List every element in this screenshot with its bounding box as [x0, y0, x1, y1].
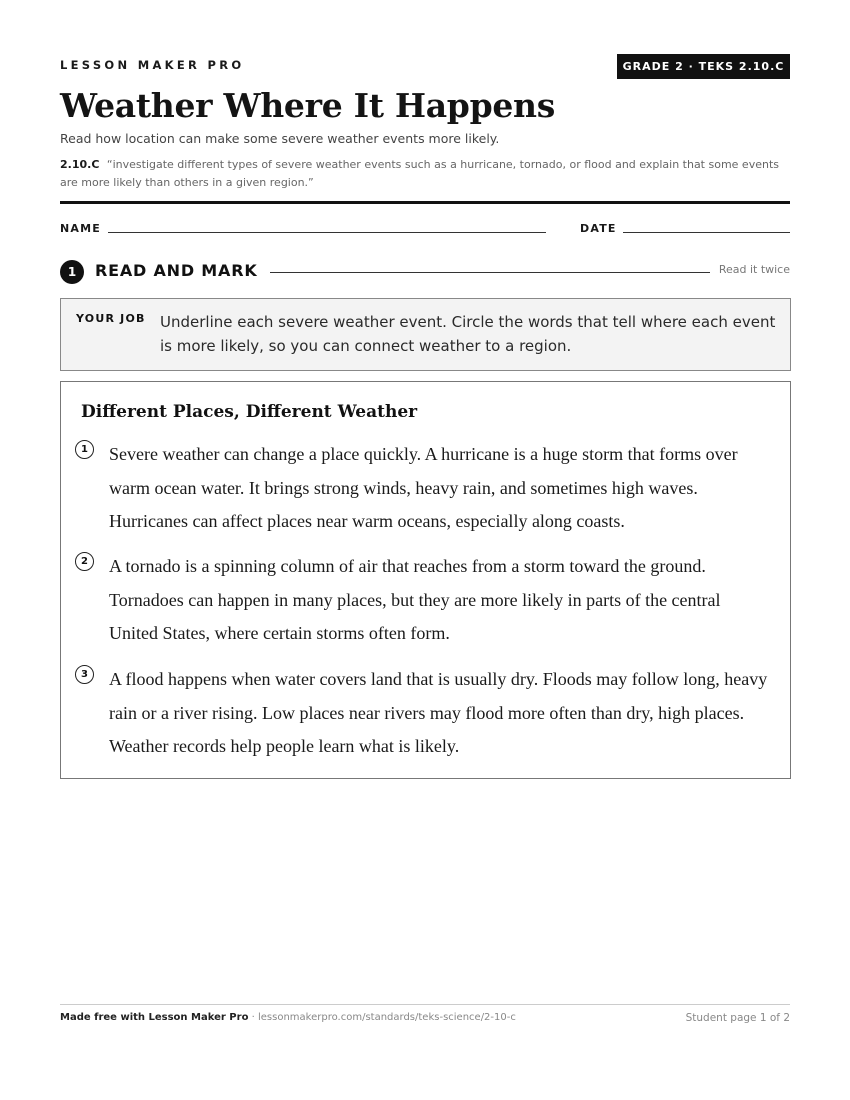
paragraph-text[interactable]: A tornado is a spinning column of air that reaches from a storm toward the ground. Tornadoes can happen in many places, but they are more likely in parts of the central United States, where certain storms often form.: [109, 556, 721, 643]
standard-code: 2.10.C: [60, 158, 100, 171]
section-number-badge: 1: [60, 260, 84, 284]
name-label: NAME: [60, 222, 101, 235]
standard-description: [60, 156, 780, 192]
date-field[interactable]: [623, 232, 790, 233]
section-hint: Read it twice: [718, 263, 790, 276]
name-field[interactable]: [108, 232, 546, 233]
footer-url[interactable]: lessonmakerpro.com/standards/teks-science/2-10-c: [257, 1012, 516, 1023]
date-label: DATE: [580, 222, 617, 235]
passage-title: Different Places, Different Weather: [81, 402, 418, 422]
paragraph-number: 2: [75, 552, 94, 571]
brand-name: LESSON MAKER PRO: [60, 58, 245, 72]
footer-separator: ·: [248, 1012, 258, 1023]
reading-passage: [60, 381, 791, 779]
standard-text: “investigate different types of severe weather events such as a hurricane, tornado, or flood and explain that some events are more likely than others in a given region.”: [60, 158, 779, 189]
footer-made-by: Made free with Lesson Maker Pro: [60, 1012, 249, 1023]
footer-credit: [60, 1012, 516, 1023]
instructions-text: Underline each severe weather event. Circle the words that tell where each event is more likely, so you can connect weather to a region.: [160, 313, 776, 355]
page-title: Weather Where It Happens: [60, 86, 556, 125]
paragraph-number: 3: [75, 665, 94, 684]
section-divider: [270, 272, 710, 273]
paragraph-number: 1: [75, 440, 94, 459]
page-subtitle: Read how location can make some severe weather events more likely.: [60, 131, 500, 146]
instructions-label: YOUR JOB: [76, 312, 146, 325]
grade-badge: GRADE 2 · TEKS 2.10.C: [617, 54, 790, 79]
instructions-box: [60, 298, 791, 371]
section-title: READ AND MARK: [95, 261, 258, 280]
header-divider: [60, 201, 790, 204]
paragraph-text[interactable]: Severe weather can change a place quickly. A hurricane is a huge storm that forms over warm ocean water. It brings strong winds, heavy rain, and sometimes high waves. Hurricanes can affect places near warm oceans, especially along coasts.: [109, 444, 738, 531]
paragraph-text[interactable]: A flood happens when water covers land that is usually dry. Floods may follow long, heavy rain or a river rising. Low places near rivers may flood more often than dry, high places. Weather records help people learn what is likely.: [109, 669, 768, 756]
footer-divider: [60, 1004, 790, 1005]
footer-page-number: Student page 1 of 2: [685, 1012, 790, 1024]
